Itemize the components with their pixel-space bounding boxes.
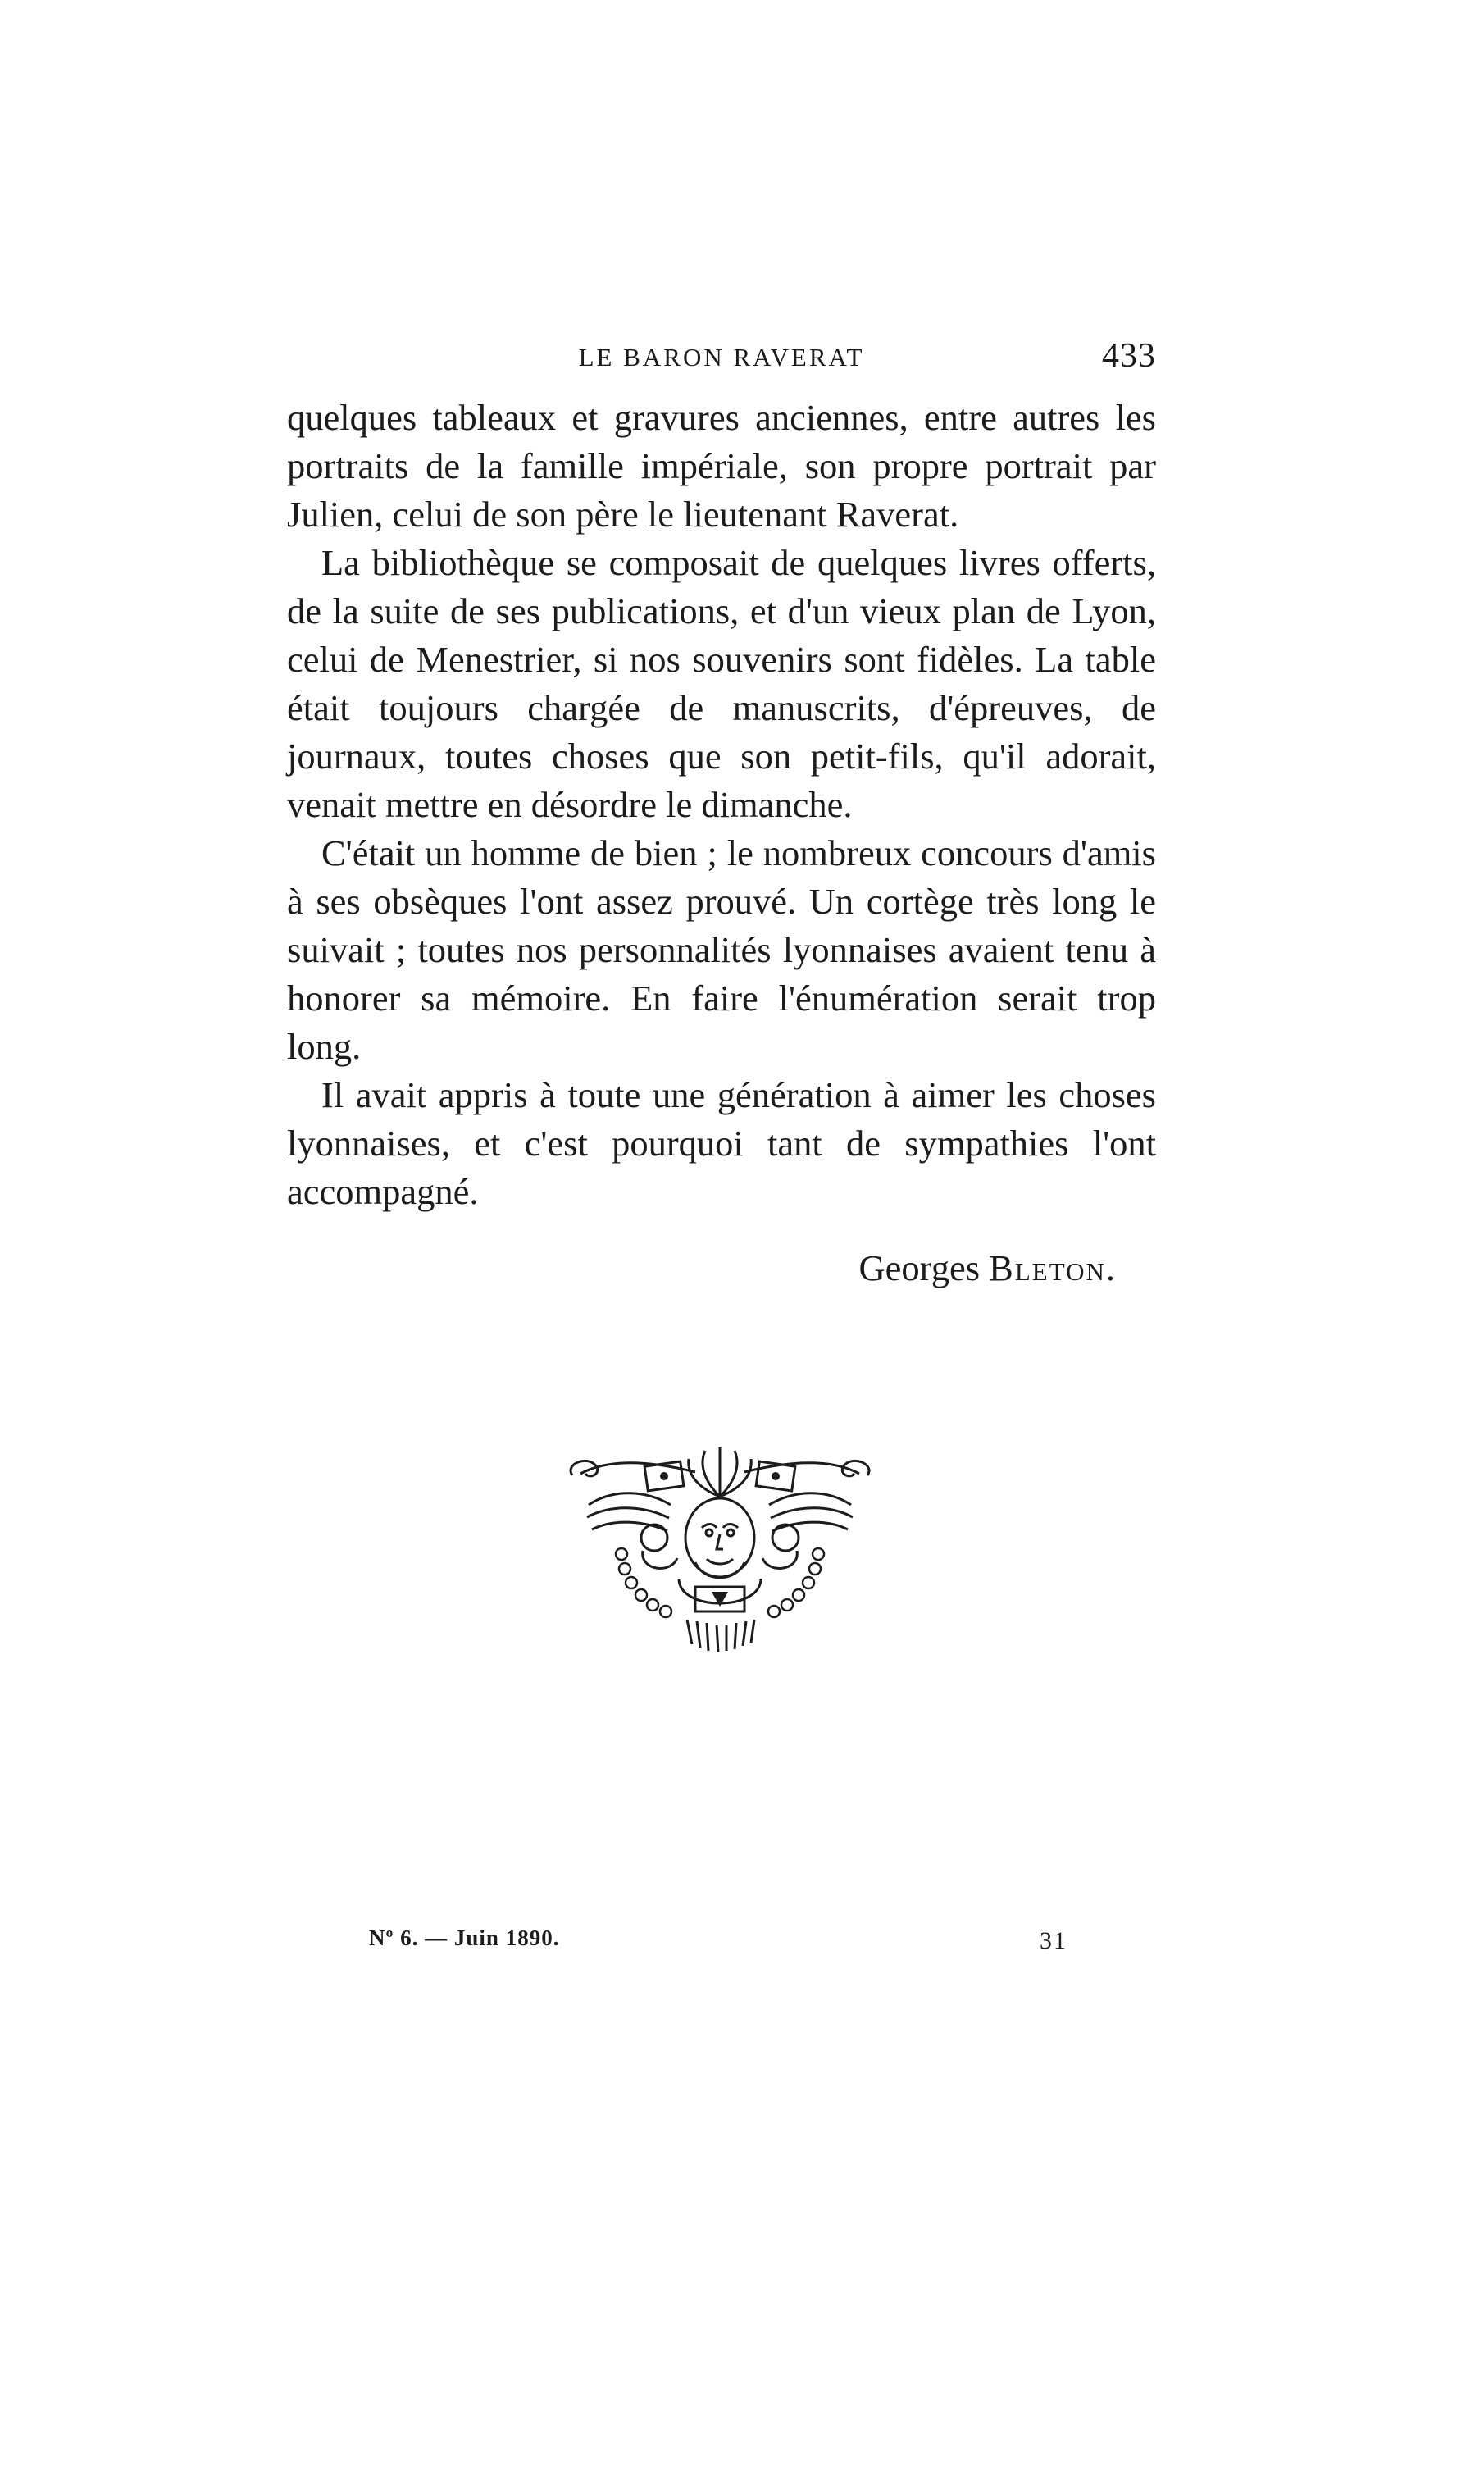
paragraph-library: La bibliothèque se composait de quelques livres offerts, de la suite de ses publications, et d'un vieux plan de Lyon, celui de Menestrier, si nos souvenirs sont fidèles. La table était toujours chargée de manuscrits, d'épreuves, de journaux, toutes choses que son petit-fils, qu'il adorait, venait mettre en désordre le dimanche. (287, 542, 1156, 825)
mascaron-tailpiece-ornament-icon (564, 1439, 876, 1661)
paragraph-conclusion: Il avait appris à toute une génération à aimer les choses lyonnaises, et c'est pourquoi tant de sympathies l'ont accompagné. (287, 1074, 1156, 1212)
page-number: 433 (1102, 337, 1156, 375)
paragraph-continued: quelques tableaux et gravures anciennes, entre autres les portraits de la famille impériale, son propre portrait par Julien, celui de son père le lieutenant Raverat. (287, 397, 1156, 535)
author-signature (287, 1247, 1117, 1289)
paragraph-funeral: C'était un homme de bien ; le nombreux concours d'amis à ses obsèques l'ont assez prouvé. Un cortège très long le suivait ; toutes nos personnalités lyonnaises avaient tenu à honorer sa mémoire. En faire l'énumération serait trop long. (287, 832, 1156, 1067)
author-first-name: Georges (858, 1247, 981, 1288)
signature-mark: 31 (1040, 1927, 1067, 1954)
body-text (287, 394, 1156, 1216)
running-head (287, 336, 1156, 385)
running-title: LE BARON RAVERAT (578, 343, 865, 371)
author-last-name: Bleton. (989, 1247, 1117, 1288)
issue-footer: Nº 6. — Juin 1890. (369, 1926, 560, 1950)
